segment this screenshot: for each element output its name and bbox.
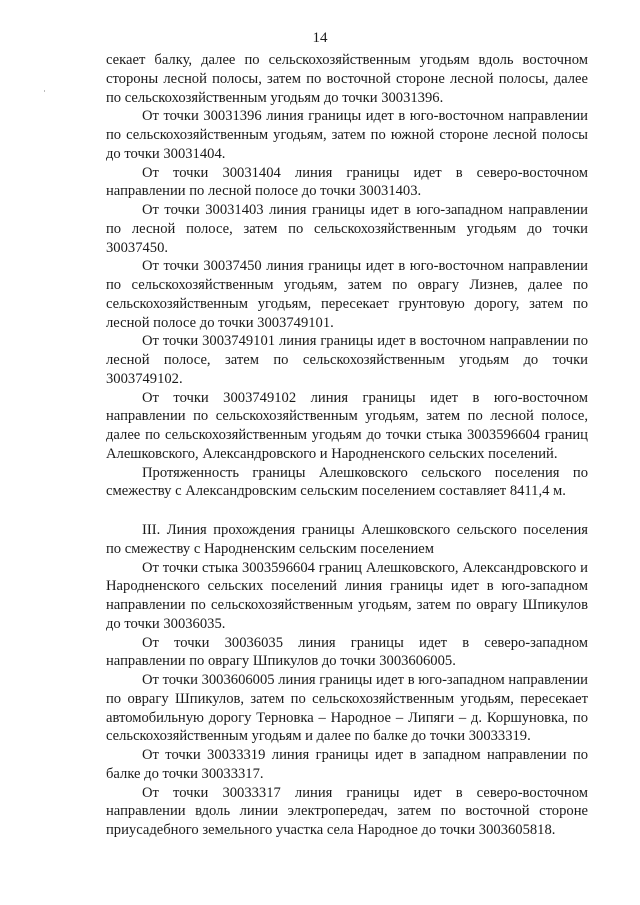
paragraph: От точки 3003749102 линия границы идет в юго-восточном направлении по сельскохозяйственным угодьям, затем по лесной полосе, далее по сельскохозяйственным угодьям до точки стыка 3003596604 границ Алешковского, Александровского и Народненского сельских поселений. [106, 389, 588, 462]
section-paragraph: От точки стыка 3003596604 границ Алешковского, Александровского и Народненского сельских поселений линия границы идет в юго-западном направлении по сельскохозяйственным угодьям, затем по оврагу Шпикулов до точки 30036035. [106, 559, 588, 632]
scan-mark [44, 90, 45, 92]
section-heading: III. Линия прохождения границы Алешковского сельского поселения по смежеству с Народненским сельским поселением [106, 522, 588, 557]
document-body [106, 51, 588, 840]
page-number: 14 [312, 30, 328, 46]
paragraph: От точки 30031403 линия границы идет в юго-западном направлении по лесной полосе, затем по сельскохозяйственным угодьям до точки 30037450. [106, 202, 588, 256]
paragraph-continuation: секает балку, далее по сельскохозяйственным угодьям вдоль восточном стороны лесной полосы, затем по восточной стороне лесной полосы, далее по сельскохозяйственным угодьям до точки 30031396. [106, 52, 588, 106]
paragraph-total-length: Протяженность границы Алешковского сельского поселения по смежеству с Александровским сельским поселением составляет 8411,4 м. [106, 464, 588, 500]
section-paragraph: От точки 30033317 линия границы идет в северо-восточном направлении вдоль линии электропередач, затем по восточной стороне приусадебного земельного участка села Народное до точки 3003605818. [106, 784, 588, 838]
paragraph: От точки 3003749101 линия границы идет в восточном направлении по лесной полосе, затем по сельскохозяйственным угодьям до точки 3003749102. [106, 333, 588, 387]
paragraph: От точки 30031396 линия границы идет в юго-восточном направлении по сельскохозяйственным угодьям, затем по южной стороне лесной полосы до точки 30031404. [106, 108, 588, 162]
paragraph: От точки 30037450 линия границы идет в юго-восточном направлении по сельскохозяйственным угодьям, затем по оврагу Лизнев, далее по сельскохозяйственным угодьям, пересекает грунтовую дорогу, затем по лесной полосе до точки 3003749101. [106, 258, 588, 331]
section-paragraph: От точки 3003606005 линия границы идет в юго-западном направлении по оврагу Шпикулов, затем по сельскохозяйственным угодьям, пересекает автомобильную дорогу Терновка – Народное – Липяги – д. Коршуновка, по сельскохозяйственным угодьям и далее по балке до точки 30033319. [106, 672, 588, 745]
section-paragraph: От точки 30036035 линия границы идет в северо-западном направлении по оврагу Шпикулов до точки 3003606005. [106, 634, 588, 670]
paragraph: От точки 30031404 линия границы идет в северо-восточном направлении по лесной полосе до точки 30031403. [106, 164, 588, 200]
section-paragraph: От точки 30033319 линия границы идет в западном направлении по балке до точки 30033317. [106, 747, 588, 782]
